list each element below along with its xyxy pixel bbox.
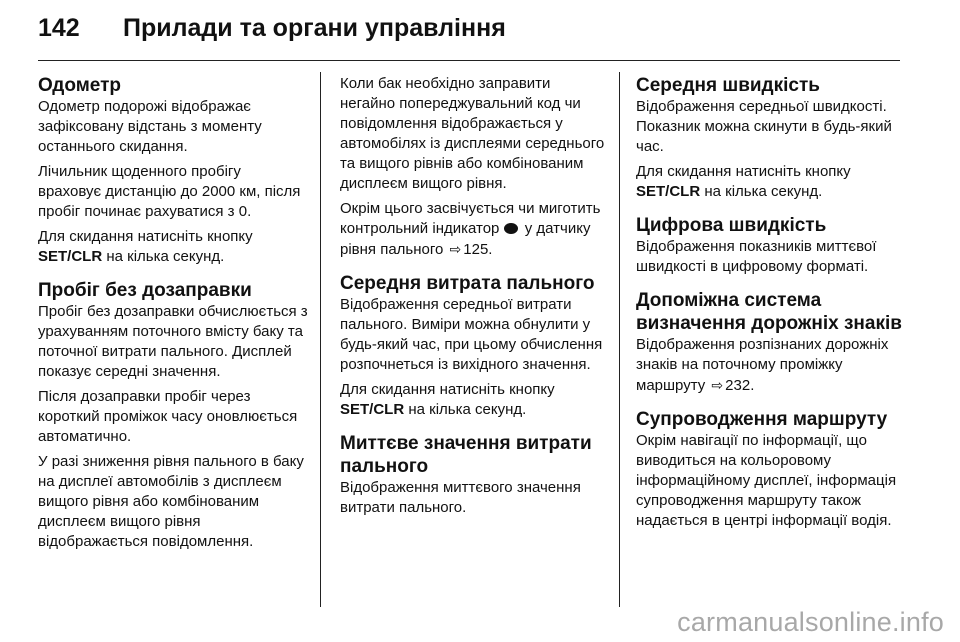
paragraph: Пробіг без дозаправки обчислюється з урахуванням поточного вмісту баку та поточної витрати пального. Дисплей показує середні значення. (38, 303, 308, 380)
page-reference[interactable]: 232 (725, 377, 751, 394)
paragraph (340, 380, 608, 420)
paragraph (636, 162, 906, 202)
section-digital-speed (636, 214, 906, 277)
text-span: Окрім цього засвічується чи миготить контрольний індикатор (340, 200, 601, 237)
text-span: на кілька секунд. (102, 248, 225, 265)
column-2 (340, 74, 608, 530)
column-divider (619, 72, 620, 607)
paragraph: Коли бак необхідно заправити негайно попереджувальний код чи повідомлення відображається у автомобілях із дисплеями середнього та вищого рівнів або комбінованим дисплеєм вищого рівня. (340, 75, 605, 192)
page-number: 142 (38, 14, 80, 42)
section-heading: Супроводження маршруту (636, 409, 888, 430)
paragraph: Відображення миттєвого значення витрати пального. (340, 479, 581, 516)
page-reference[interactable]: 125 (463, 241, 489, 258)
text-span: . (750, 377, 755, 394)
section-heading: Миттєве значення витрати пального (340, 433, 592, 477)
watermark: carmanualsonline.info (677, 607, 944, 637)
fuel-warning-icon (504, 223, 518, 234)
text-span: Для скидання натисніть кнопку (340, 381, 555, 398)
column-1 (38, 74, 308, 564)
text-span: Для скидання натисніть кнопку (636, 163, 851, 180)
paragraph: Лічильник щоденного пробігу враховує дистанцію до 2000 км, після пробіг починає рахуватися з 0. (38, 163, 301, 220)
section-heading: Середня витрата пального (340, 273, 595, 294)
text-span: Для скидання натисніть кнопку (38, 228, 253, 245)
text-span: на кілька секунд. (700, 183, 823, 200)
section-heading: Пробіг без дозаправки (38, 280, 252, 301)
text-span: Відображення розпізнаних дорожніх знаків на поточному проміжку маршруту (636, 336, 889, 394)
section-range (38, 279, 308, 552)
text-span: на кілька секунд. (404, 401, 527, 418)
paragraph: Відображення середньої витрати пального. Виміри можна обнулити у будь-який час, при цьому обчислення розпочнеться із вихідного значення. (340, 296, 603, 373)
page-header (38, 14, 506, 50)
column-3 (636, 74, 906, 543)
section-heading: Одометр (38, 75, 122, 96)
button-name-set-clr: SET/CLR (636, 183, 701, 200)
text-span: у датчику рівня пального (340, 220, 591, 258)
paragraph: Після дозаправки пробіг через короткий проміжок часу оновлюється автоматично. (38, 388, 298, 445)
paragraph: Окрім навігації по інформації, що виводиться на кольоровому інформаційному дисплеї, інформація супроводження маршруту також надається в центрі інформації водія. (636, 432, 897, 529)
section-heading: Цифрова швидкість (636, 215, 827, 236)
page-title: Прилади та органи управління (123, 14, 506, 42)
section-instant-consumption (340, 432, 608, 518)
page-reference-arrow-icon: ⇨ (711, 377, 724, 393)
paragraph: Відображення середньої швидкості. Показник можна скинути в будь-який час. (636, 98, 892, 155)
page-reference-arrow-icon: ⇨ (449, 241, 462, 257)
paragraph: Одометр подорожі відображає зафіксовану відстань з моменту останнього скидання. (38, 98, 262, 155)
section-heading: Допоміжна система визначення дорожніх знаків (636, 290, 902, 334)
text-span: . (488, 241, 493, 258)
paragraph (340, 199, 608, 260)
column-divider (320, 72, 321, 607)
section-odometer (38, 74, 308, 267)
button-name-set-clr: SET/CLR (38, 248, 103, 265)
paragraph (636, 335, 906, 396)
paragraph: У разі зниження рівня пального в баку на дисплеї автомобілів з дисплеєм вищого рівня або комбінованим дисплеєм вищого рівня відображається повідомлення. (38, 453, 304, 550)
section-heading: Середня швидкість (636, 75, 820, 96)
section-average-speed (636, 74, 906, 202)
paragraph: Відображення показників миттєвої швидкості в цифровому форматі. (636, 238, 877, 275)
button-name-set-clr: SET/CLR (340, 401, 405, 418)
section-range-continued (340, 74, 608, 260)
section-average-consumption (340, 272, 608, 420)
header-divider (38, 60, 900, 61)
section-traffic-sign-assistant (636, 289, 906, 396)
section-route-guidance (636, 408, 906, 531)
paragraph (38, 227, 308, 267)
